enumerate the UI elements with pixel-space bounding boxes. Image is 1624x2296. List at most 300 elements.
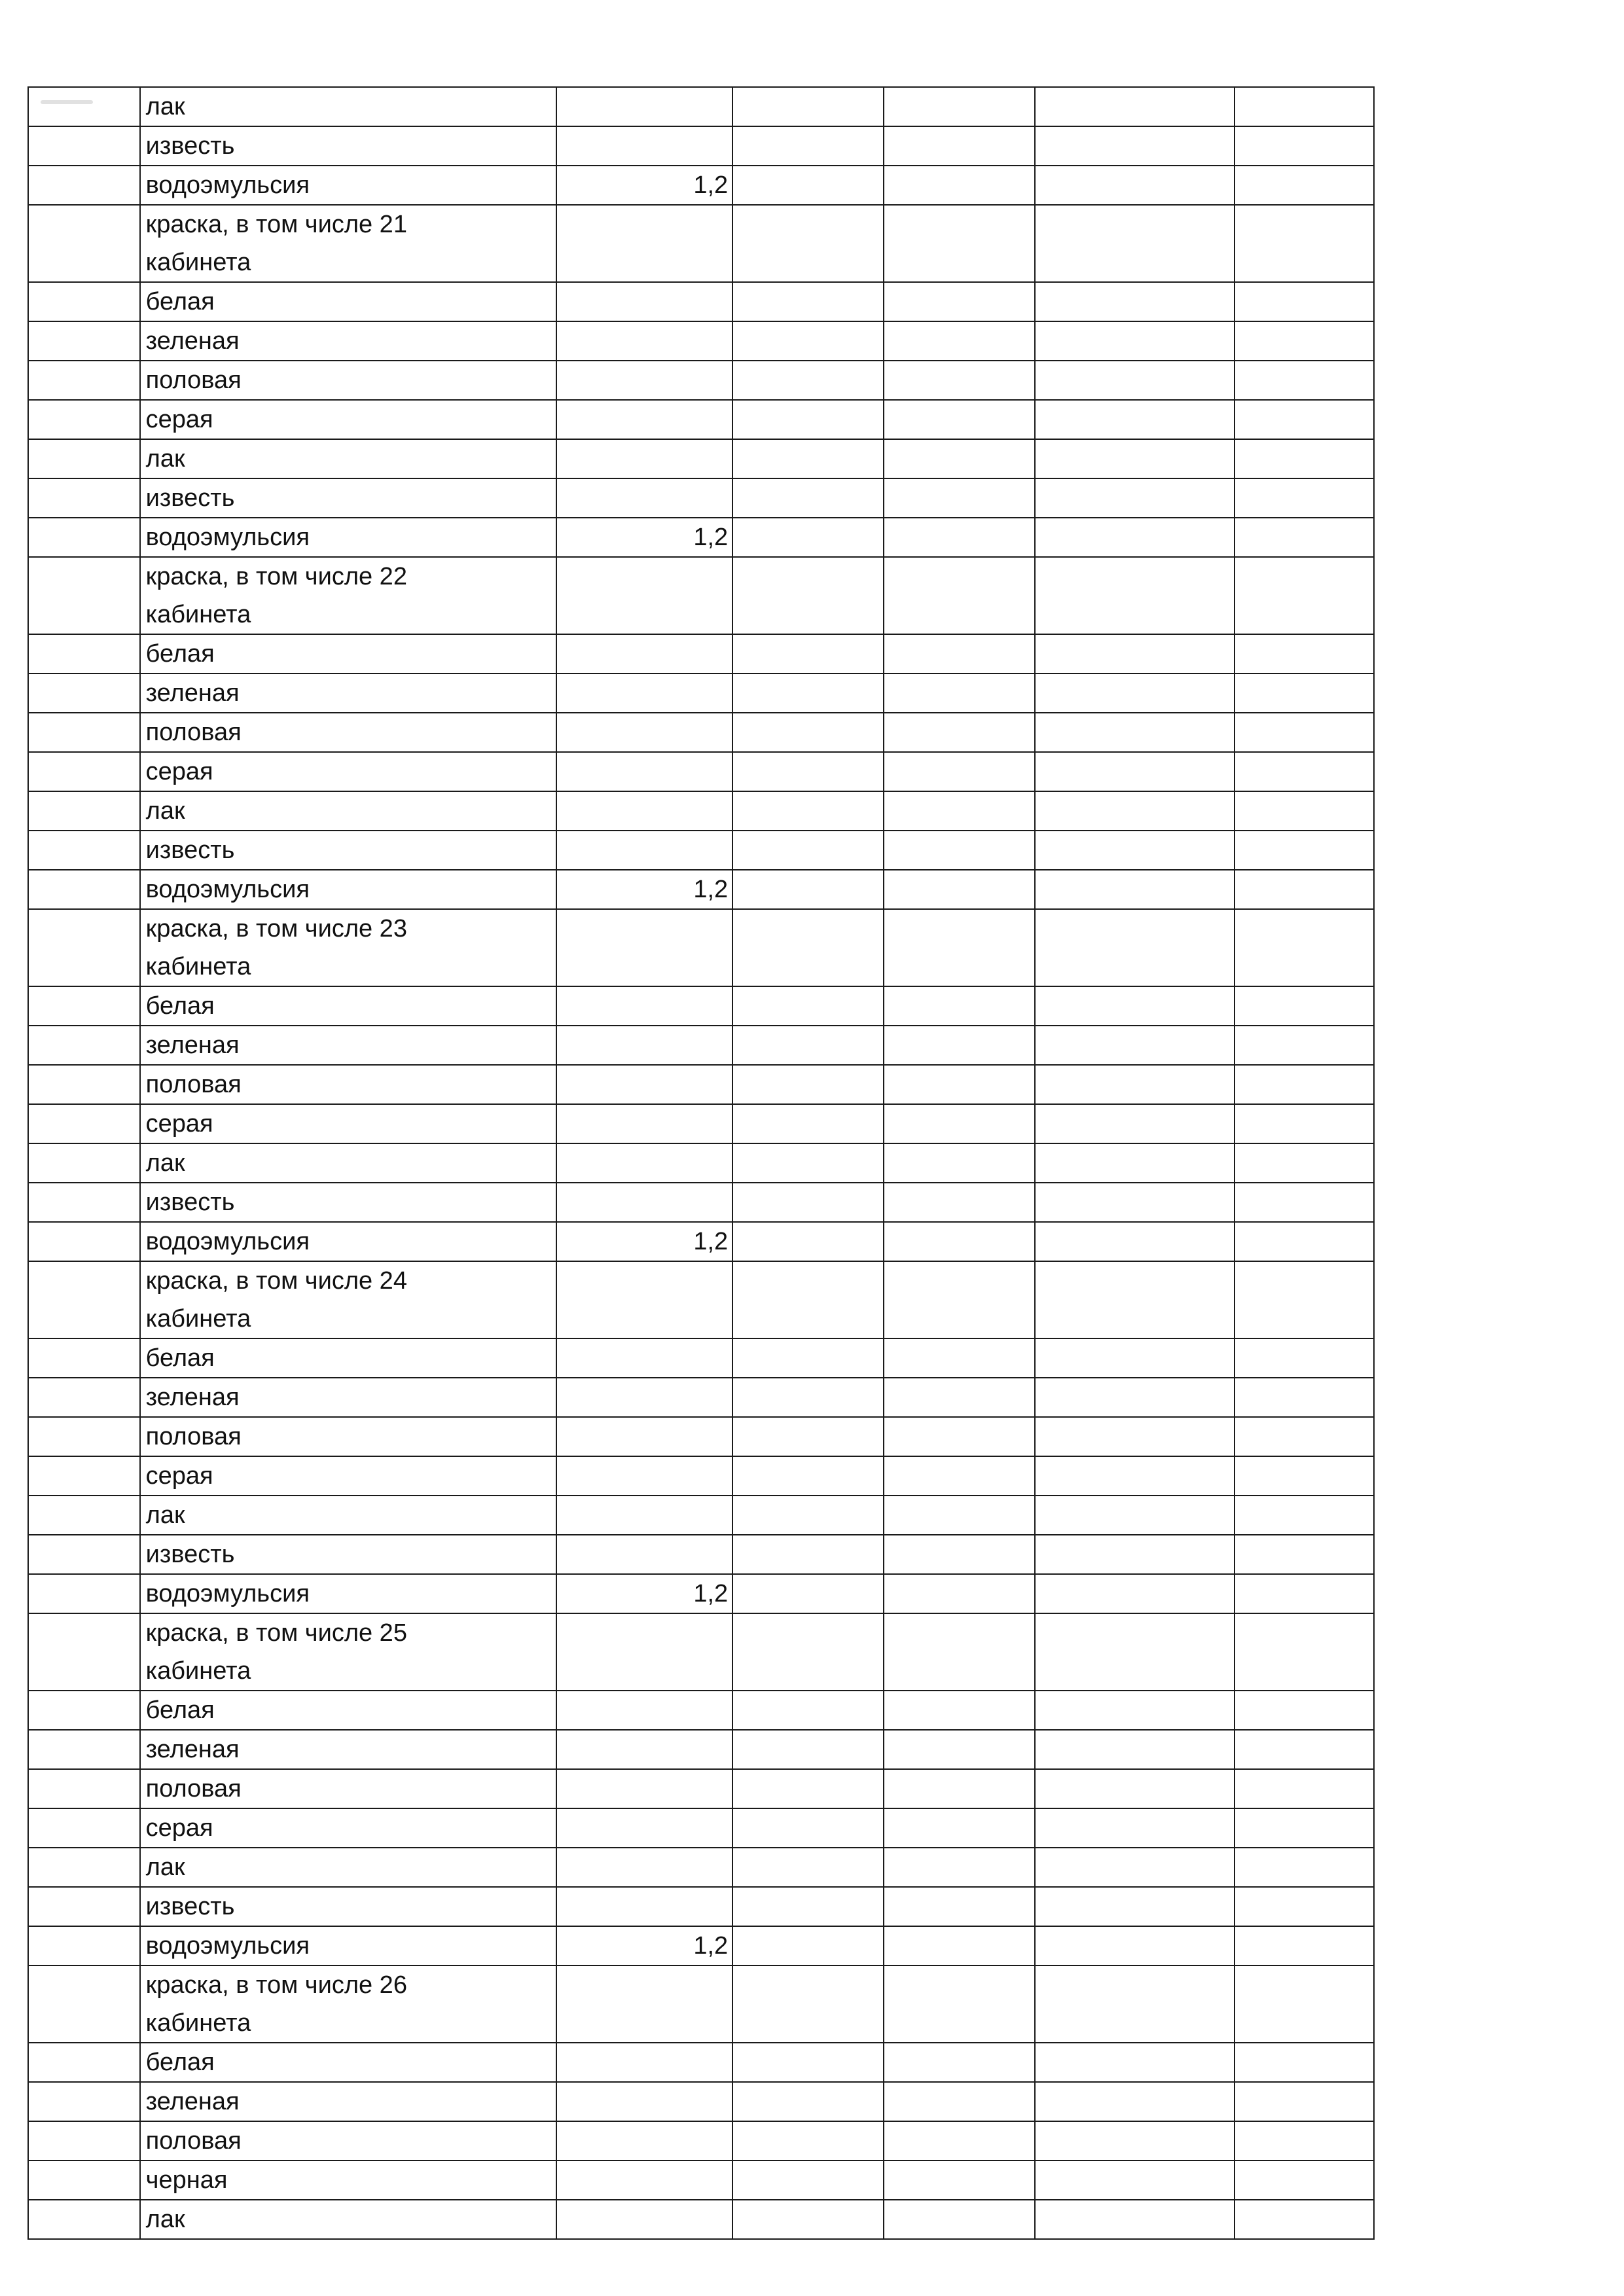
table-row [28,1769,1374,1808]
table-row [28,1691,1374,1730]
quantity-cell [556,2043,732,2082]
quantity-cell [556,1338,732,1378]
empty-cell [1035,870,1235,909]
empty-cell [732,478,884,518]
empty-cell [1235,1887,1374,1926]
empty-cell [1035,1104,1235,1143]
quantity-cell [556,986,732,1026]
table-row [28,478,1374,518]
material-name-cell: известь [140,1887,556,1926]
quantity-cell: 1,2 [556,166,732,205]
empty-cell [1235,518,1374,557]
material-name-cell: белая [140,1691,556,1730]
row-number-cell [28,1065,140,1104]
empty-cell [884,1417,1035,1456]
empty-cell [732,1535,884,1574]
empty-cell [1035,282,1235,321]
table-row [28,713,1374,752]
row-number-cell [28,2200,140,2239]
row-number-cell [28,1143,140,1183]
empty-cell [884,87,1035,126]
quantity-cell [556,673,732,713]
material-name-line: краска, в том числе 26 [145,1971,407,1999]
quantity-cell [556,634,732,673]
material-name-cell [140,205,556,282]
quantity-cell [556,1808,732,1848]
empty-cell [1035,1065,1235,1104]
quantity-cell [556,2200,732,2239]
empty-cell [732,634,884,673]
empty-cell [732,1026,884,1065]
empty-cell [1035,1730,1235,1769]
empty-cell [884,439,1035,478]
empty-cell [884,557,1035,634]
material-name-cell: известь [140,126,556,166]
quantity-cell [556,752,732,791]
empty-cell [1235,2082,1374,2121]
empty-cell [884,1613,1035,1691]
empty-cell [884,205,1035,282]
empty-cell [732,1183,884,1222]
empty-cell [884,1222,1035,1261]
row-number-cell [28,126,140,166]
material-name-line: краска, в том числе 21 [145,211,407,238]
empty-cell [1235,1065,1374,1104]
table-row [28,282,1374,321]
empty-cell [1035,205,1235,282]
table-row [28,361,1374,400]
table-row [28,1887,1374,1926]
empty-cell [732,2121,884,2161]
table-row [28,205,1374,282]
table-row [28,1026,1374,1065]
empty-cell [732,713,884,752]
empty-cell [1035,1338,1235,1378]
empty-cell [1235,439,1374,478]
row-number-cell [28,909,140,986]
material-name-cell: серая [140,1104,556,1143]
row-number-cell [28,1887,140,1926]
empty-cell [1035,166,1235,205]
empty-cell [1035,321,1235,361]
material-name-cell: водоэмульсия [140,518,556,557]
empty-cell [732,1574,884,1613]
material-name-cell: известь [140,1535,556,1574]
empty-cell [732,1261,884,1338]
material-name-cell: белая [140,986,556,1026]
quantity-cell [556,1026,732,1065]
empty-cell [884,831,1035,870]
empty-cell [1035,126,1235,166]
empty-cell [1235,752,1374,791]
empty-cell [732,321,884,361]
row-number-cell [28,1574,140,1613]
empty-cell [1035,1535,1235,1574]
row-number-cell [28,478,140,518]
material-name-line: кабинета [145,1657,251,1685]
table-row [28,2043,1374,2082]
material-name-cell: половая [140,1065,556,1104]
row-number-cell [28,1026,140,1065]
empty-cell [732,1848,884,1887]
empty-cell [732,126,884,166]
empty-cell [884,1261,1035,1338]
empty-cell [1235,1456,1374,1496]
empty-cell [884,1456,1035,1496]
empty-cell [1235,205,1374,282]
empty-cell [732,1338,884,1378]
quantity-cell [556,909,732,986]
row-number-cell [28,1456,140,1496]
row-number-cell [28,361,140,400]
empty-cell [1035,713,1235,752]
empty-cell [884,2161,1035,2200]
quantity-cell [556,1417,732,1456]
row-number-cell [28,1808,140,1848]
table-row [28,1261,1374,1338]
quantity-cell [556,1535,732,1574]
empty-cell [1035,791,1235,831]
material-name-cell [140,1261,556,1338]
material-name-line: кабинета [145,953,251,980]
empty-cell [884,1183,1035,1222]
empty-cell [1035,1926,1235,1965]
empty-cell [732,1104,884,1143]
empty-cell [884,752,1035,791]
table-row [28,439,1374,478]
empty-cell [1035,1378,1235,1417]
empty-cell [1035,2161,1235,2200]
empty-cell [1035,1026,1235,1065]
empty-cell [884,2043,1035,2082]
table-row [28,634,1374,673]
material-name-cell: зеленая [140,1026,556,1065]
empty-cell [884,1535,1035,1574]
empty-cell [1235,87,1374,126]
empty-cell [732,1065,884,1104]
materials-table-body [28,87,1374,2239]
material-name-cell: лак [140,1496,556,1535]
empty-cell [884,1926,1035,1965]
row-number-cell [28,1338,140,1378]
quantity-cell: 1,2 [556,518,732,557]
row-number-cell [28,870,140,909]
empty-cell [1035,2043,1235,2082]
material-name-cell: зеленая [140,673,556,713]
table-row [28,1143,1374,1183]
empty-cell [1235,1378,1374,1417]
empty-cell [884,1730,1035,1769]
empty-cell [1035,831,1235,870]
material-name-cell [140,1965,556,2043]
empty-cell [884,1496,1035,1535]
row-number-cell [28,713,140,752]
quantity-cell [556,831,732,870]
empty-cell [1035,673,1235,713]
empty-cell [1235,1730,1374,1769]
material-name-cell: половая [140,361,556,400]
empty-cell [732,673,884,713]
empty-cell [1235,1417,1374,1456]
row-number-cell [28,2121,140,2161]
empty-cell [1235,1222,1374,1261]
empty-cell [732,1769,884,1808]
empty-cell [884,321,1035,361]
empty-cell [732,87,884,126]
empty-cell [732,1926,884,1965]
material-name-cell: лак [140,439,556,478]
quantity-cell [556,205,732,282]
empty-cell [1035,1574,1235,1613]
row-number-cell [28,1261,140,1338]
empty-cell [732,870,884,909]
empty-cell [1235,1691,1374,1730]
empty-cell [1035,439,1235,478]
row-number-cell [28,439,140,478]
table-row [28,557,1374,634]
material-name-cell: известь [140,831,556,870]
empty-cell [1235,1848,1374,1887]
empty-cell [1235,2161,1374,2200]
row-number-cell [28,1965,140,2043]
empty-cell [884,478,1035,518]
empty-cell [732,1378,884,1417]
quantity-cell [556,1104,732,1143]
table-row [28,1222,1374,1261]
quantity-cell [556,1456,732,1496]
row-number-cell [28,1613,140,1691]
material-name-cell: водоэмульсия [140,1926,556,1965]
empty-cell [884,126,1035,166]
empty-cell [1235,986,1374,1026]
materials-table [27,86,1375,2240]
table-row [28,1574,1374,1613]
empty-cell [884,870,1035,909]
empty-cell [1235,400,1374,439]
material-name-line: кабинета [145,601,251,628]
empty-cell [1235,713,1374,752]
empty-cell [1035,2200,1235,2239]
table-row [28,986,1374,1026]
material-name-line: краска, в том числе 23 [145,915,407,942]
material-name-line: кабинета [145,2009,251,2037]
quantity-cell [556,1065,732,1104]
empty-cell [1035,1808,1235,1848]
table-row [28,1808,1374,1848]
table-row [28,2121,1374,2161]
empty-cell [884,518,1035,557]
empty-cell [732,831,884,870]
material-name-cell: белая [140,2043,556,2082]
empty-cell [1235,361,1374,400]
empty-cell [1035,1143,1235,1183]
quantity-cell [556,1730,732,1769]
empty-cell [1035,87,1235,126]
row-number-cell [28,87,140,126]
empty-cell [1035,752,1235,791]
empty-cell [732,1143,884,1183]
empty-cell [732,1222,884,1261]
row-number-cell [28,752,140,791]
material-name-cell [140,909,556,986]
row-number-cell [28,1535,140,1574]
quantity-cell [556,1183,732,1222]
quantity-cell [556,282,732,321]
empty-cell [884,1026,1035,1065]
quantity-cell [556,1965,732,2043]
quantity-cell [556,2082,732,2121]
empty-cell [1035,1613,1235,1691]
empty-cell [884,1808,1035,1848]
table-row [28,1926,1374,1965]
material-name-cell: водоэмульсия [140,870,556,909]
empty-cell [884,1574,1035,1613]
table-row [28,673,1374,713]
empty-cell [732,557,884,634]
row-number-cell [28,205,140,282]
table-row [28,1104,1374,1143]
empty-cell [1235,673,1374,713]
quantity-cell [556,2121,732,2161]
empty-cell [1235,478,1374,518]
table-row [28,1496,1374,1535]
quantity-cell [556,1769,732,1808]
material-name-cell: зеленая [140,321,556,361]
empty-cell [1035,478,1235,518]
quantity-cell [556,478,732,518]
empty-cell [1235,831,1374,870]
empty-cell [1235,282,1374,321]
quantity-cell [556,1496,732,1535]
empty-cell [1235,634,1374,673]
empty-cell [1035,1261,1235,1338]
material-name-cell: серая [140,1456,556,1496]
row-number-cell [28,2082,140,2121]
empty-cell [732,1613,884,1691]
material-name-cell: серая [140,1808,556,1848]
empty-cell [1235,2121,1374,2161]
empty-cell [884,166,1035,205]
empty-cell [732,1808,884,1848]
empty-cell [1235,1104,1374,1143]
material-name-cell: половая [140,713,556,752]
empty-cell [884,400,1035,439]
row-number-cell [28,518,140,557]
empty-cell [732,986,884,1026]
table-row [28,321,1374,361]
row-number-cell [28,1183,140,1222]
empty-cell [884,361,1035,400]
empty-cell [1035,2121,1235,2161]
material-name-cell: зеленая [140,2082,556,2121]
table-row [28,1965,1374,2043]
empty-cell [1035,1965,1235,2043]
table-row [28,1535,1374,1574]
material-name-cell: черная [140,2161,556,2200]
row-number-cell [28,1104,140,1143]
table-row [28,1730,1374,1769]
material-name-cell [140,1613,556,1691]
row-number-cell [28,831,140,870]
quantity-cell [556,1887,732,1926]
empty-cell [1035,1887,1235,1926]
table-row [28,1378,1374,1417]
quantity-cell [556,2161,732,2200]
material-name-cell: половая [140,2121,556,2161]
empty-cell [732,1417,884,1456]
table-row [28,1183,1374,1222]
table-row [28,400,1374,439]
empty-cell [732,439,884,478]
table-row [28,1065,1374,1104]
empty-cell [1235,1808,1374,1848]
quantity-cell [556,1378,732,1417]
empty-cell [732,1887,884,1926]
empty-cell [884,1691,1035,1730]
table-row [28,1417,1374,1456]
empty-cell [884,1848,1035,1887]
quantity-cell [556,321,732,361]
empty-cell [1235,321,1374,361]
table-row [28,870,1374,909]
empty-cell [884,1143,1035,1183]
empty-cell [1035,986,1235,1026]
material-name-cell: лак [140,791,556,831]
empty-cell [732,1965,884,2043]
empty-cell [732,205,884,282]
empty-cell [1235,909,1374,986]
empty-cell [732,1691,884,1730]
empty-cell [884,2082,1035,2121]
table-row [28,1456,1374,1496]
empty-cell [732,282,884,321]
material-name-cell: серая [140,400,556,439]
row-number-cell [28,1691,140,1730]
empty-cell [1235,1535,1374,1574]
empty-cell [732,909,884,986]
table-row [28,126,1374,166]
quantity-cell: 1,2 [556,1926,732,1965]
row-number-cell [28,1730,140,1769]
empty-cell [1235,126,1374,166]
quantity-cell: 1,2 [556,870,732,909]
table-row [28,909,1374,986]
material-name-cell: водоэмульсия [140,1574,556,1613]
table-row [28,166,1374,205]
quantity-cell: 1,2 [556,1222,732,1261]
row-number-cell [28,1417,140,1456]
empty-cell [1035,1691,1235,1730]
empty-cell [1235,1496,1374,1535]
empty-cell [1235,1926,1374,1965]
table-row [28,2161,1374,2200]
quantity-cell [556,126,732,166]
quantity-cell [556,361,732,400]
empty-cell [732,2200,884,2239]
empty-cell [884,986,1035,1026]
row-number-cell [28,1378,140,1417]
row-number-cell [28,1926,140,1965]
empty-cell [1035,1183,1235,1222]
row-number-cell [28,282,140,321]
empty-cell [884,1378,1035,1417]
empty-cell [732,1456,884,1496]
quantity-cell [556,713,732,752]
empty-cell [1035,909,1235,986]
empty-cell [1235,791,1374,831]
quantity-cell [556,1143,732,1183]
row-number-cell [28,166,140,205]
